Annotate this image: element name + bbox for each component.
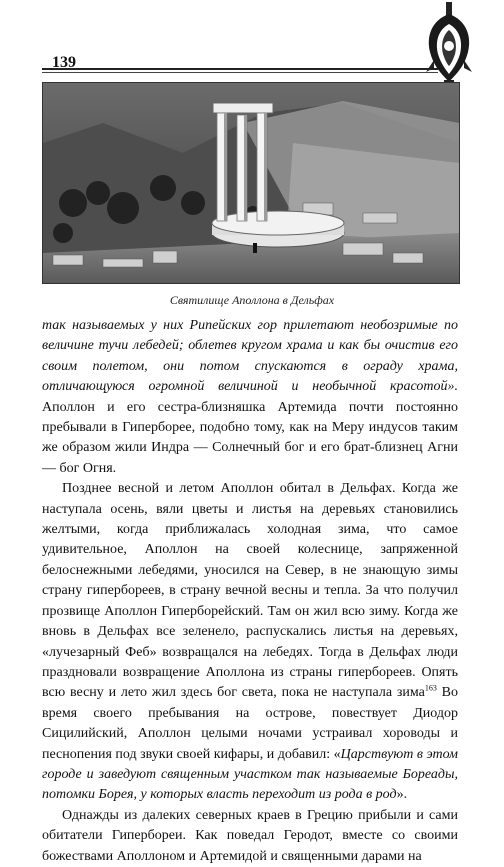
page-number: 139 (52, 54, 76, 71)
header-rule (42, 68, 438, 70)
footnote-ref[interactable]: 163 (424, 683, 437, 693)
paragraph-2-end: ». (396, 787, 408, 803)
paragraph-1 (42, 316, 458, 479)
paragraph-2 (42, 479, 458, 806)
header-rule-thin (42, 72, 438, 73)
delphi-tholos-photo (42, 82, 460, 284)
italic-quote-2: Царствуют в этом городе и заведуют священным участком так называемые Бореады, потомки Борея, у которых власть переходит из рода в род (42, 746, 458, 803)
italic-quote-1: так называемых у них Рипейских гор прилетают необозримые по величине тучи лебедей; облетев кругом храма и как бы очистив его своим полетом, они потом спускаются в ограду храма, отличающуюся огромной величиной и необычной красотой». (42, 318, 458, 395)
figure-caption: Святилище Аполлона в Дельфах (169, 293, 335, 307)
paragraph-2-text: Позднее весной и летом Аполлон обитал в Дельфах. Когда же наступала осень, вяли цветы и листья на деревьях становились желтыми, когда приближалась холодная зима, что самое удивительное, Аполлон на своей колеснице, запряженной белоснежными лебедями, уносился на Север, в не знающую зимы страну гипербореев, в страну вечной весны и тепла. За что получил прозвище Аполлон Гиперборейский. Там он жил всю зиму. Когда же вновь в Дельфах все зеленело, распускались листья на деревьях, «лучезарный Феб» возвращался на лебедях. Тогда в Дельфах люди праздновали возвращение Аполлона из страны гипербореев. Опять всю весну и лето жил здесь бог света, пока не наступала зима (42, 481, 458, 701)
paragraph-3: Однажды из далеких северных краев в Грецию прибыли и сами обитатели Гипербореи. Как поведал Геродот, вместе со своими божествами Аполлоном и Артемидой и священными дарами на (42, 807, 458, 864)
paragraph-2-text-cont: Во время своего пребывания на острове, повествует Диодор Сицилийский, Аполлон целыми ночами устраивал хороводы и песнопения под звуки своей кифары, и добавил: « (42, 685, 458, 762)
crest-ornament-icon (420, 2, 478, 90)
paragraph-1-text: Аполлон и его сестра-близняшка Артемида почти постоянно пребывали в Гиперборее, подобно тому, как на Меру индусов таким же образом жили Индра — Солнечный бог и его брат-близнец Агни — бог Огня. (42, 399, 458, 476)
page-header (0, 0, 504, 80)
body-text (42, 316, 458, 867)
